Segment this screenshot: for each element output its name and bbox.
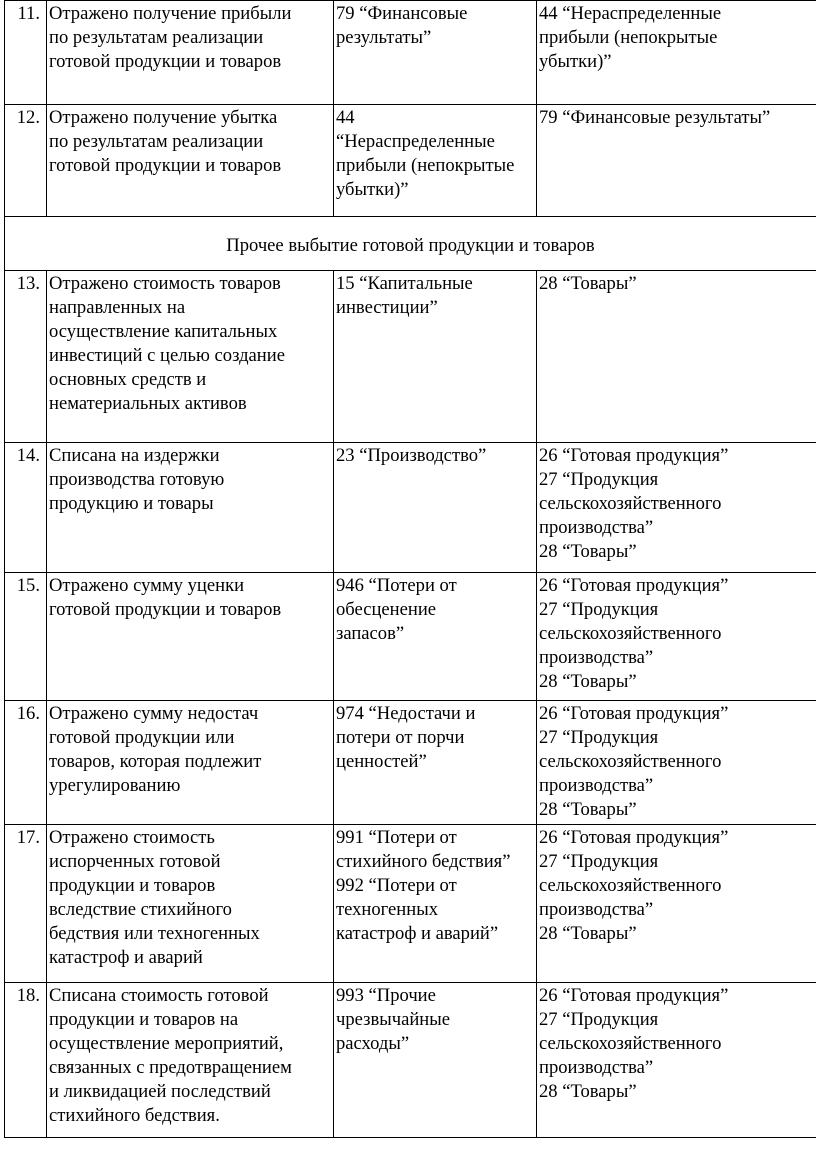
credit-line: производства” [539,1057,654,1078]
credit-account [537,443,816,573]
credit-line: прибыли (непокрытые [539,27,718,48]
credit-line: 44 “Нераспределенные [539,3,722,24]
credit-account [537,573,816,701]
debit-account: 974 “Недостачи и потери от порчи ценностей” [334,701,537,825]
table-row [5,105,816,217]
table-row [5,983,816,1138]
credit-line: сельскохозяйственного [539,623,722,644]
section-header-row [5,217,816,271]
row-number: 18. [5,983,47,1138]
credit-line: 27 “Продукция [539,599,659,620]
operation-description: Отражено получение прибыли по результатам реализации готовой продукции и товаров [47,1,334,105]
row-number: 12. [5,105,47,217]
credit-line: производства” [539,517,654,538]
credit-line: сельскохозяйственного [539,493,722,514]
debit-account: 23 “Производство” [334,443,537,573]
debit-account: 44 “Нераспределенные прибыли (непокрытые убытки)” [334,105,537,217]
credit-line: 28 “Товары” [539,541,637,562]
row-number: 14. [5,443,47,573]
credit-line: 28 “Товары” [539,799,637,820]
table-row [5,271,816,443]
operation-description: Отражено стоимость испорченных готовой продукции и товаров вследствие стихийного бедствия или техногенных катастроф и аварий [47,825,334,983]
credit-line: сельскохозяйственного [539,751,722,772]
credit-account [537,1,816,105]
credit-line: сельскохозяйственного [539,875,722,896]
row-number: 13. [5,271,47,443]
credit-line: производства” [539,775,654,796]
operation-description: Списана на издержки производства готовую продукцию и товары [47,443,334,573]
credit-line: 27 “Продукция [539,727,659,748]
credit-account [537,983,816,1138]
credit-line: производства” [539,647,654,668]
operation-description: Отражено стоимость товаров направленных на осуществление капитальных инвестиций с целью создание основных средств и нематериальных активов [47,271,334,443]
credit-line: 27 “Продукция [539,469,659,490]
row-number: 16. [5,701,47,825]
credit-line: 28 “Товары” [539,671,637,692]
operation-description: Отражено сумму уценки готовой продукции и товаров [47,573,334,701]
credit-account [537,701,816,825]
table-row [5,443,816,573]
credit-line: 26 “Готовая продукция” [539,827,729,848]
operation-description: Отражено получение убытка по результатам реализации готовой продукции и товаров [47,105,334,217]
table-row [5,825,816,983]
debit-account: 15 “Капитальные инвестиции” [334,271,537,443]
operation-description: Списана стоимость готовой продукции и товаров на осуществление мероприятий, связанных с предотвращением и ликвидацией последствий стихийного бедствия. [47,983,334,1138]
debit-account: 79 “Финансовые результаты” [334,1,537,105]
operation-description: Отражено сумму недостач готовой продукции или товаров, которая подлежит урегулированию [47,701,334,825]
debit-account: 946 “Потери от обесценение запасов” [334,573,537,701]
credit-line: 28 “Товары” [539,923,637,944]
credit-account [537,825,816,983]
credit-line: 26 “Готовая продукция” [539,575,729,596]
credit-line: 26 “Готовая продукция” [539,985,729,1006]
debit-account: 991 “Потери от стихийного бедствия” 992 “Потери от техногенных катастроф и аварий” [334,825,537,983]
credit-line: 26 “Готовая продукция” [539,445,729,466]
debit-account: 993 “Прочие чрезвычайные расходы” [334,983,537,1138]
credit-line: 26 “Готовая продукция” [539,703,729,724]
accounting-entries-table [4,0,816,1138]
row-number: 15. [5,573,47,701]
credit-line: 28 “Товары” [539,1081,637,1102]
credit-account [537,105,816,217]
credit-account [537,271,816,443]
credit-line: убытки)” [539,51,612,72]
credit-line: 28 “Товары” [539,273,637,294]
table-row [5,701,816,825]
section-title: Прочее выбытие готовой продукции и товаров [5,217,816,271]
table-row [5,1,816,105]
table-row [5,573,816,701]
credit-line: 79 “Финансовые результаты” [539,107,771,128]
credit-line: производства” [539,899,654,920]
row-number: 11. [5,1,47,105]
credit-line: 27 “Продукция [539,1009,659,1030]
credit-line: сельскохозяйственного [539,1033,722,1054]
row-number: 17. [5,825,47,983]
credit-line: 27 “Продукция [539,851,659,872]
